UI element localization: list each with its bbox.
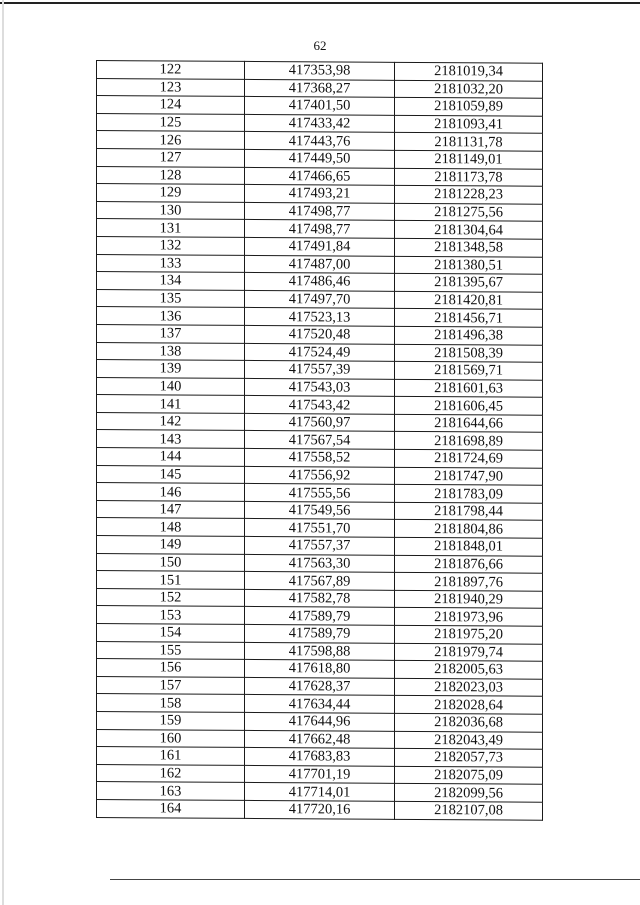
y-coordinate-cell: 2181979,74 bbox=[395, 643, 543, 661]
y-coordinate-cell: 2181019,34 bbox=[395, 62, 543, 80]
y-coordinate-cell: 2181420,81 bbox=[395, 291, 543, 309]
y-coordinate-cell: 2181897,76 bbox=[395, 573, 543, 591]
y-coordinate-cell: 2181496,38 bbox=[395, 326, 543, 344]
point-number-cell: 137 bbox=[97, 324, 245, 342]
point-number-cell: 148 bbox=[97, 518, 245, 536]
point-number-cell: 151 bbox=[97, 571, 245, 589]
y-coordinate-cell: 2181093,41 bbox=[395, 115, 543, 133]
point-number-cell: 130 bbox=[97, 201, 245, 219]
y-coordinate-cell: 2181131,78 bbox=[395, 133, 543, 151]
top-rule bbox=[0, 2, 640, 4]
point-number-cell: 157 bbox=[97, 676, 245, 694]
x-coordinate-cell: 417493,21 bbox=[245, 185, 395, 204]
x-coordinate-cell: 417555,56 bbox=[245, 484, 395, 503]
y-coordinate-cell: 2181798,44 bbox=[395, 502, 543, 520]
point-number-cell: 140 bbox=[97, 377, 245, 395]
y-coordinate-cell: 2181724,69 bbox=[395, 449, 543, 467]
point-number-cell: 161 bbox=[97, 747, 245, 765]
x-coordinate-cell: 417401,50 bbox=[245, 97, 395, 116]
y-coordinate-cell: 2182057,73 bbox=[395, 748, 543, 766]
y-coordinate-cell: 2182099,56 bbox=[395, 784, 543, 802]
x-coordinate-cell: 417563,30 bbox=[245, 554, 395, 573]
y-coordinate-cell: 2182005,63 bbox=[395, 661, 543, 679]
x-coordinate-cell: 417662,48 bbox=[245, 730, 395, 749]
y-coordinate-cell: 2181804,86 bbox=[395, 520, 543, 538]
y-coordinate-cell: 2181380,51 bbox=[395, 256, 543, 274]
y-coordinate-cell: 2182023,03 bbox=[395, 678, 543, 696]
y-coordinate-cell: 2181032,20 bbox=[395, 80, 543, 98]
point-number-cell: 146 bbox=[97, 483, 245, 501]
page-number: 62 bbox=[313, 38, 327, 53]
x-coordinate-cell: 417486,46 bbox=[245, 273, 395, 292]
x-coordinate-cell: 417644,96 bbox=[245, 712, 395, 731]
y-coordinate-cell: 2181747,90 bbox=[395, 467, 543, 485]
x-coordinate-cell: 417634,44 bbox=[245, 695, 395, 714]
point-number-cell: 125 bbox=[97, 113, 245, 131]
x-coordinate-cell: 417714,01 bbox=[245, 783, 395, 802]
point-number-cell: 162 bbox=[97, 764, 245, 782]
y-coordinate-cell: 2181975,20 bbox=[395, 625, 543, 643]
point-number-cell: 147 bbox=[97, 500, 245, 518]
x-coordinate-cell: 417487,00 bbox=[245, 255, 395, 274]
point-number-cell: 126 bbox=[97, 131, 245, 149]
point-number-cell: 163 bbox=[97, 782, 245, 800]
point-number-cell: 145 bbox=[97, 465, 245, 483]
point-number-cell: 144 bbox=[97, 448, 245, 466]
point-number-cell: 139 bbox=[97, 360, 245, 378]
table-body bbox=[97, 61, 543, 820]
x-coordinate-cell: 417524,49 bbox=[245, 343, 395, 362]
x-coordinate-cell: 417589,79 bbox=[245, 607, 395, 626]
x-coordinate-cell: 417443,76 bbox=[245, 132, 395, 151]
x-coordinate-cell: 417557,39 bbox=[245, 361, 395, 380]
point-number-cell: 132 bbox=[97, 236, 245, 254]
x-coordinate-cell: 417520,48 bbox=[245, 325, 395, 344]
x-coordinate-cell: 417523,13 bbox=[245, 308, 395, 327]
x-coordinate-cell: 417353,98 bbox=[245, 61, 395, 80]
x-coordinate-cell: 417551,70 bbox=[245, 519, 395, 538]
point-number-cell: 152 bbox=[97, 588, 245, 606]
point-number-cell: 122 bbox=[97, 61, 245, 79]
y-coordinate-cell: 2182075,09 bbox=[395, 766, 543, 784]
point-number-cell: 142 bbox=[97, 412, 245, 430]
y-coordinate-cell: 2181395,67 bbox=[395, 273, 543, 291]
y-coordinate-cell: 2181059,89 bbox=[395, 98, 543, 116]
point-number-cell: 131 bbox=[97, 219, 245, 237]
y-coordinate-cell: 2181228,23 bbox=[395, 185, 543, 203]
x-coordinate-cell: 417567,89 bbox=[245, 572, 395, 591]
y-coordinate-cell: 2181698,89 bbox=[395, 432, 543, 450]
x-coordinate-cell: 417543,03 bbox=[245, 378, 395, 397]
x-coordinate-cell: 417543,42 bbox=[245, 396, 395, 415]
point-number-cell: 135 bbox=[97, 289, 245, 307]
x-coordinate-cell: 417582,78 bbox=[245, 589, 395, 608]
x-coordinate-cell: 417498,77 bbox=[245, 202, 395, 221]
y-coordinate-cell: 2181275,56 bbox=[395, 203, 543, 221]
y-coordinate-cell: 2181304,64 bbox=[395, 221, 543, 239]
y-coordinate-cell: 2181876,66 bbox=[395, 555, 543, 573]
x-coordinate-cell: 417557,37 bbox=[245, 536, 395, 555]
x-coordinate-cell: 417368,27 bbox=[245, 79, 395, 98]
y-coordinate-cell: 2182107,08 bbox=[395, 801, 543, 819]
point-number-cell: 134 bbox=[97, 272, 245, 290]
point-number-cell: 133 bbox=[97, 254, 245, 272]
coordinates-table bbox=[96, 60, 543, 820]
x-coordinate-cell: 417598,88 bbox=[245, 642, 395, 661]
y-coordinate-cell: 2181149,01 bbox=[395, 150, 543, 168]
point-number-cell: 158 bbox=[97, 694, 245, 712]
y-coordinate-cell: 2181456,71 bbox=[395, 309, 543, 327]
y-coordinate-cell: 2181601,63 bbox=[395, 379, 543, 397]
point-number-cell: 127 bbox=[97, 148, 245, 166]
x-coordinate-cell: 417549,56 bbox=[245, 501, 395, 520]
x-coordinate-cell: 417560,97 bbox=[245, 413, 395, 432]
point-number-cell: 123 bbox=[97, 78, 245, 96]
x-coordinate-cell: 417683,83 bbox=[245, 748, 395, 767]
table-row bbox=[97, 799, 543, 819]
y-coordinate-cell: 2182028,64 bbox=[395, 696, 543, 714]
point-number-cell: 153 bbox=[97, 606, 245, 624]
point-number-cell: 143 bbox=[97, 430, 245, 448]
x-coordinate-cell: 417558,52 bbox=[245, 448, 395, 467]
point-number-cell: 149 bbox=[97, 536, 245, 554]
x-coordinate-cell: 417491,84 bbox=[245, 237, 395, 256]
x-coordinate-cell: 417449,50 bbox=[245, 149, 395, 168]
y-coordinate-cell: 2181783,09 bbox=[395, 485, 543, 503]
y-coordinate-cell: 2181508,39 bbox=[395, 344, 543, 362]
y-coordinate-cell: 2181348,58 bbox=[395, 238, 543, 256]
point-number-cell: 164 bbox=[97, 799, 245, 817]
point-number-cell: 136 bbox=[97, 307, 245, 325]
x-coordinate-cell: 417498,77 bbox=[245, 220, 395, 239]
x-coordinate-cell: 417497,70 bbox=[245, 290, 395, 309]
point-number-cell: 155 bbox=[97, 641, 245, 659]
y-coordinate-cell: 2181173,78 bbox=[395, 168, 543, 186]
y-coordinate-cell: 2181940,29 bbox=[395, 590, 543, 608]
y-coordinate-cell: 2181644,66 bbox=[395, 414, 543, 432]
point-number-cell: 128 bbox=[97, 166, 245, 184]
point-number-cell: 150 bbox=[97, 553, 245, 571]
point-number-cell: 154 bbox=[97, 624, 245, 642]
y-coordinate-cell: 2181848,01 bbox=[395, 537, 543, 555]
x-coordinate-cell: 417618,80 bbox=[245, 660, 395, 679]
y-coordinate-cell: 2182036,68 bbox=[395, 713, 543, 731]
y-coordinate-cell: 2181606,45 bbox=[395, 397, 543, 415]
left-margin-rule bbox=[2, 0, 4, 905]
point-number-cell: 156 bbox=[97, 659, 245, 677]
point-number-cell: 129 bbox=[97, 184, 245, 202]
bottom-rule bbox=[110, 879, 640, 880]
point-number-cell: 138 bbox=[97, 342, 245, 360]
x-coordinate-cell: 417701,19 bbox=[245, 765, 395, 784]
y-coordinate-cell: 2181973,96 bbox=[395, 608, 543, 626]
y-coordinate-cell: 2182043,49 bbox=[395, 731, 543, 749]
point-number-cell: 124 bbox=[97, 96, 245, 114]
point-number-cell: 141 bbox=[97, 395, 245, 413]
point-number-cell: 160 bbox=[97, 729, 245, 747]
x-coordinate-cell: 417567,54 bbox=[245, 431, 395, 450]
x-coordinate-cell: 417556,92 bbox=[245, 466, 395, 485]
x-coordinate-cell: 417628,37 bbox=[245, 677, 395, 696]
x-coordinate-cell: 417720,16 bbox=[245, 800, 395, 819]
x-coordinate-cell: 417589,79 bbox=[245, 624, 395, 643]
point-number-cell: 159 bbox=[97, 711, 245, 729]
y-coordinate-cell: 2181569,71 bbox=[395, 361, 543, 379]
x-coordinate-cell: 417466,65 bbox=[245, 167, 395, 186]
x-coordinate-cell: 417433,42 bbox=[245, 114, 395, 133]
